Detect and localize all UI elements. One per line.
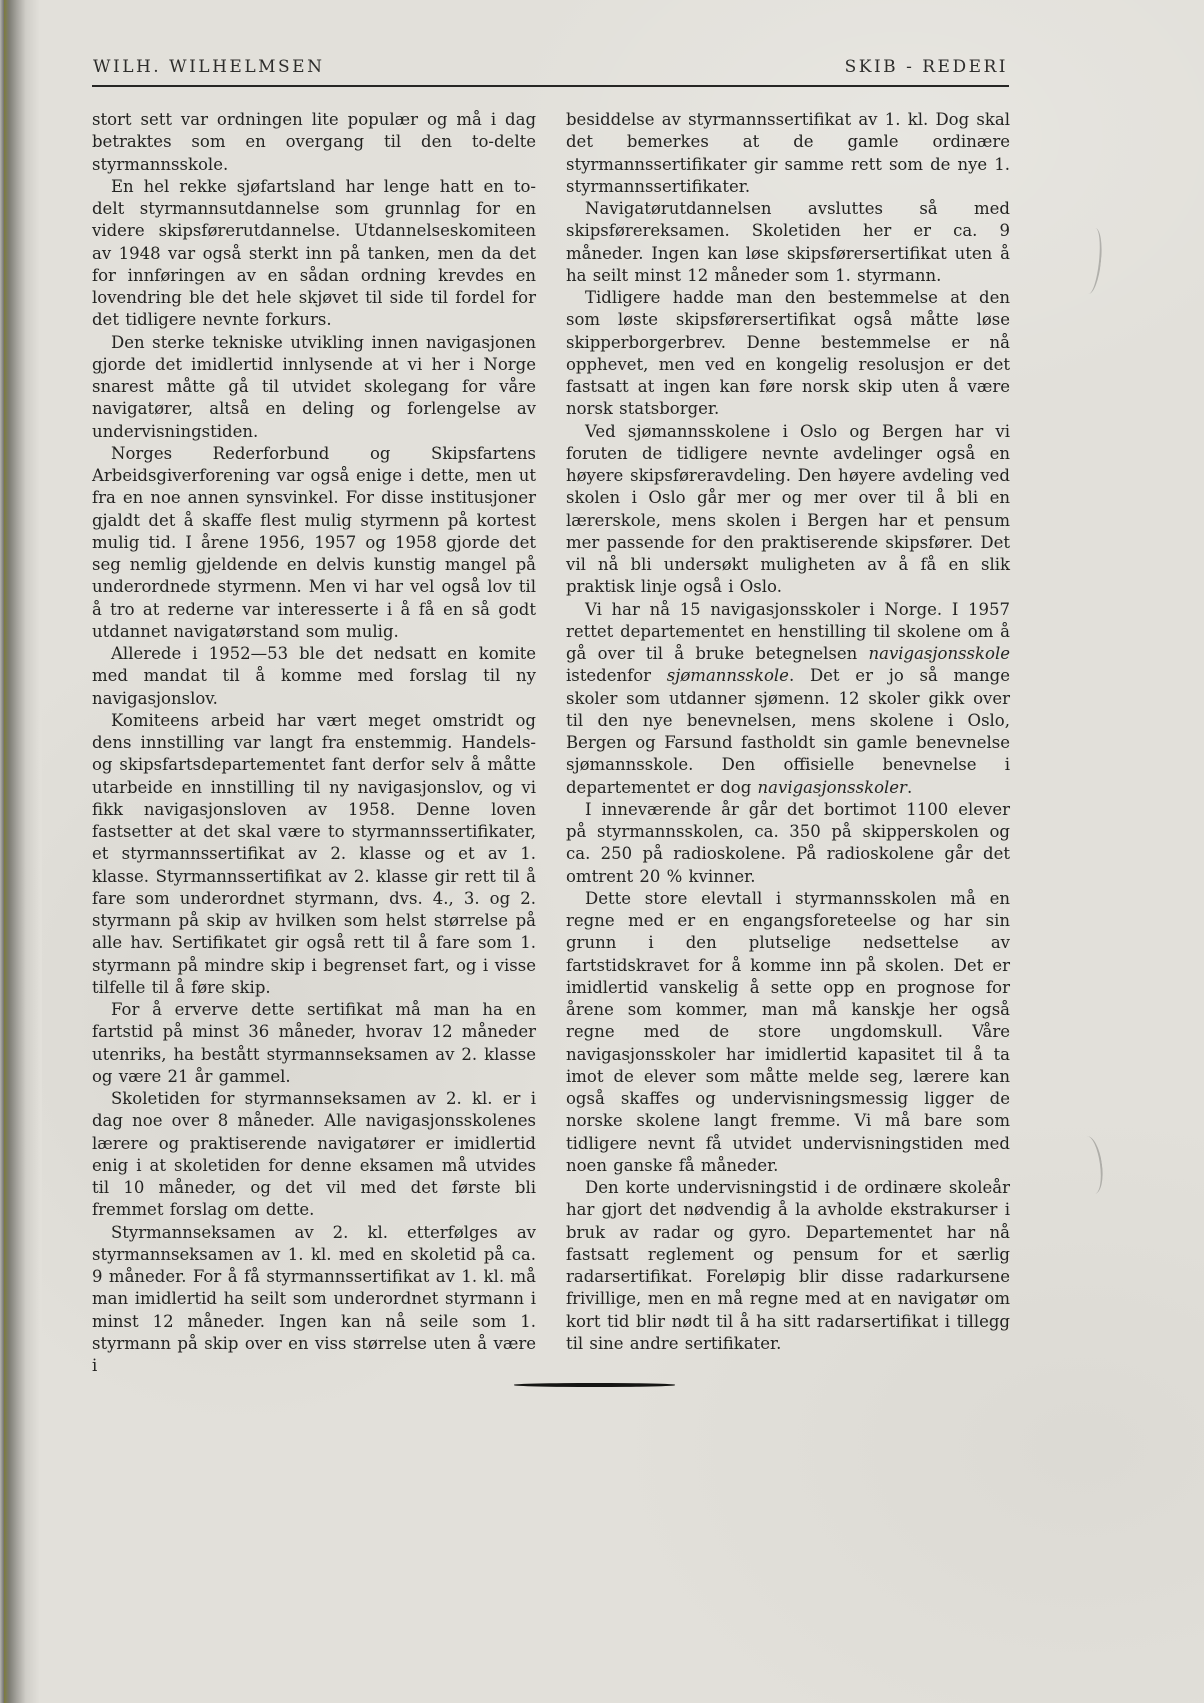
paragraph: For å erverve dette sertifikat må man ha en fartstid på minst 36 måneder, hvorav 12 måneder utenriks, ha bestått styrmannseksamen av 2. klasse og være 21 år gammel. (92, 1000, 536, 1086)
paragraph: Allerede i 1952—53 ble det nedsatt en komite med mandat til å komme med forslag til ny navigasjonslov. (92, 644, 536, 708)
paragraph: Den korte undervisningstid i de ordinære skoleår har gjort det nødvendig å la avholde ekstrakurser i bruk av radar og gyro. Departementet har nå fastsatt reglement og pensum for et særlig radarsertifikat. Foreløpig blir disse radarkursene frivillige, men en må regne med at en navigatør om kort tid blir nødt til å ha sitt radarsertifikat i tillegg til sine andre sertifikater. (566, 1178, 1010, 1353)
article-body (92, 109, 1010, 1377)
paragraph: Skoletiden for styrmannseksamen av 2. kl. er i dag noe over 8 måneder. Alle navigasjonsskolenes lærere og praktiserende navigatører er imidlertid enig i at skoletiden for denne eksamen må utvides til 10 måneder, og det vil med det første bli fremmet forslag om dette. (92, 1089, 536, 1220)
running-header (93, 57, 1008, 77)
paragraph: Dette store elevtall i styrmannsskolen må en regne med er en engangsforeteelse og har sin grunn i den plutselige nedsettelse av fartstidskravet for å komme inn på skolen. Det er imidlertid vanskelig å sette opp en prognose for årene som kommer, man må kanskje her også regne med de store ungdomskull. Våre navigasjonsskoler har imidlertid kapasitet til å ta imot de elever som måtte melde seg, lærere kan også skaffes og undervisningsmessig ligger de norske skolene langt fremme. Vi må bare som tidligere nevnt få utvidet undervisningstiden med noen ganske få måneder. (566, 888, 1010, 1175)
italic-term: navigasjonsskole (868, 644, 1010, 663)
header-rule (92, 85, 1009, 87)
paragraph: En hel rekke sjøfartsland har lenge hatt en to-delt styrmannsutdannelse som grunnlag for en videre skipsførerutdannelse. Utdannelseskomiteen av 1948 var også sterkt inn på tanken, men da det for innføringen av en sådan ordning krevdes en lovendring ble det hele skjøvet til side til fordel for det tidligere nevnte forkurs. (92, 176, 536, 330)
paragraph: Norges Rederforbund og Skipsfartens Arbeidsgiverforening var også enige i dette, men ut fra en noe annen synsvinkel. For disse institusjoner gjaldt det å skaffe flest mulig styrmenn på kortest mulig tid. I årene 1956, 1957 og 1958 gjorde det seg nemlig gjeldende en delvis kunstig mangel på underordnede styrmenn. Men vi har vel også lov til å tro at rederne var interesserte i å få en så godt utdannet navigatørstand som mulig. (92, 443, 536, 641)
text-column-left (92, 109, 536, 1377)
running-header-right: SKIB - REDERI (844, 57, 1008, 77)
italic-term: sjømannsskole (666, 666, 789, 686)
paragraph: I inneværende år går det bortimot 1100 elever på styrmannsskolen, ca. 350 på skipperskolen og ca. 250 på radioskolene. På radioskolene går det omtrent 20 % kvinner. (566, 799, 1010, 886)
paragraph: Navigatørutdannelsen avsluttes så med skipsførereksamen. Skoletiden her er ca. 9 måneder. Ingen kan løse skipsførersertifikat uten å ha seilt minst 12 måneder som 1. styrmann. (566, 199, 1010, 285)
paragraph: Den sterke tekniske utvikling innen navigasjonen gjorde det imidlertid innlysende at vi her i Norge snarest måtte gå til utvidet skolegang for våre navigatører, altså en deling og forlengelse av undervisningstiden. (92, 332, 536, 441)
running-header-left: WILH. WILHELMSEN (93, 57, 325, 77)
italic-term: navigasjonsskoler (757, 777, 907, 797)
text-column-right (566, 109, 1010, 1377)
binding-shadow (0, 0, 42, 1703)
scan-artifact (1076, 1135, 1106, 1195)
paragraph: stort sett var ordningen lite populær og må i dag betraktes som en overgang til den to-delte styrmannsskole. (92, 110, 536, 174)
scan-artifact (1080, 227, 1105, 295)
paragraph: Styrmannseksamen av 2. kl. etterfølges av styrmannseksamen av 1. kl. med en skoletid på ca. 9 måneder. For å få styrmannssertifikat av 1. kl. må man imidlertid ha seilt som underordnet styrmann i minst 12 måneder. Ingen kan nå seile som 1. styrmann på skip over en viss størrelse uten å være i (92, 1222, 536, 1375)
end-of-article-divider (514, 1383, 675, 1387)
paragraph: Vi har nå 15 navigasjonsskoler i Norge. I 1957 rettet departementet en henstilling til skolene om å gå over til å bruke betegnelsen navigasjonsskole istedenfor sjømannsskole. Det er jo så mange skoler som utdanner sjømenn. 12 skoler gikk over til den nye benevnelsen, mens skolene i Oslo, Bergen og Farsund fastholdt sin gamle benevnelse sjømannsskole. Den offisielle benevnelse i departementet er dog navigasjonsskoler. (566, 599, 1010, 797)
paragraph: Tidligere hadde man den bestemmelse at den som løste skipsførersertifikat også måtte løse skipperborgerbrev. Denne bestemmelse er nå opphevet, men ved en kongelig resolusjon er det fastsatt at ingen kan føre norsk skip uten å være norsk statsborger. (566, 288, 1010, 419)
paragraph: besiddelse av styrmannssertifikat av 1. kl. Dog skal det bemerkes at de gamle ordinære styrmannssertifikater gir samme rett som de nye 1. styrmannssertifikater. (566, 110, 1010, 196)
paragraph: Ved sjømannsskolene i Oslo og Bergen har vi foruten de tidligere nevnte avdelinger også en høyere skipsføreravdeling. Den høyere avdeling ved skolen i Oslo går mer og mer over til å bli en lærerskole, mens skolen i Bergen har et pensum mer passende for den praktiserende skipsfører. Det vil nå bli undersøkt muligheten av å få en slik praktisk linje også i Oslo. (566, 421, 1010, 597)
paragraph: Komiteens arbeid har vært meget omstridt og dens innstilling var langt fra enstemmig. Handels- og skipsfartsdepartementet fant derfor selv å måtte utarbeide en innstilling til ny navigasjonslov, og vi fikk navigasjonsloven av 1958. Denne loven fastsetter at det skal være to styrmannssertifikater, et styrmannssertifikat av 2. klasse og et av 1. klasse. Styrmannssertifikat av 2. klasse gir rett til å fare som underordnet styrmann, dvs. 4., 3. og 2. styrmann på skip av hvilken som helst størrelse på alle hav. Sertifikatet gir også rett til å fare som 1. styrmann på mindre skip i begrenset fart, og i visse tilfelle til å føre skip. (92, 710, 536, 997)
